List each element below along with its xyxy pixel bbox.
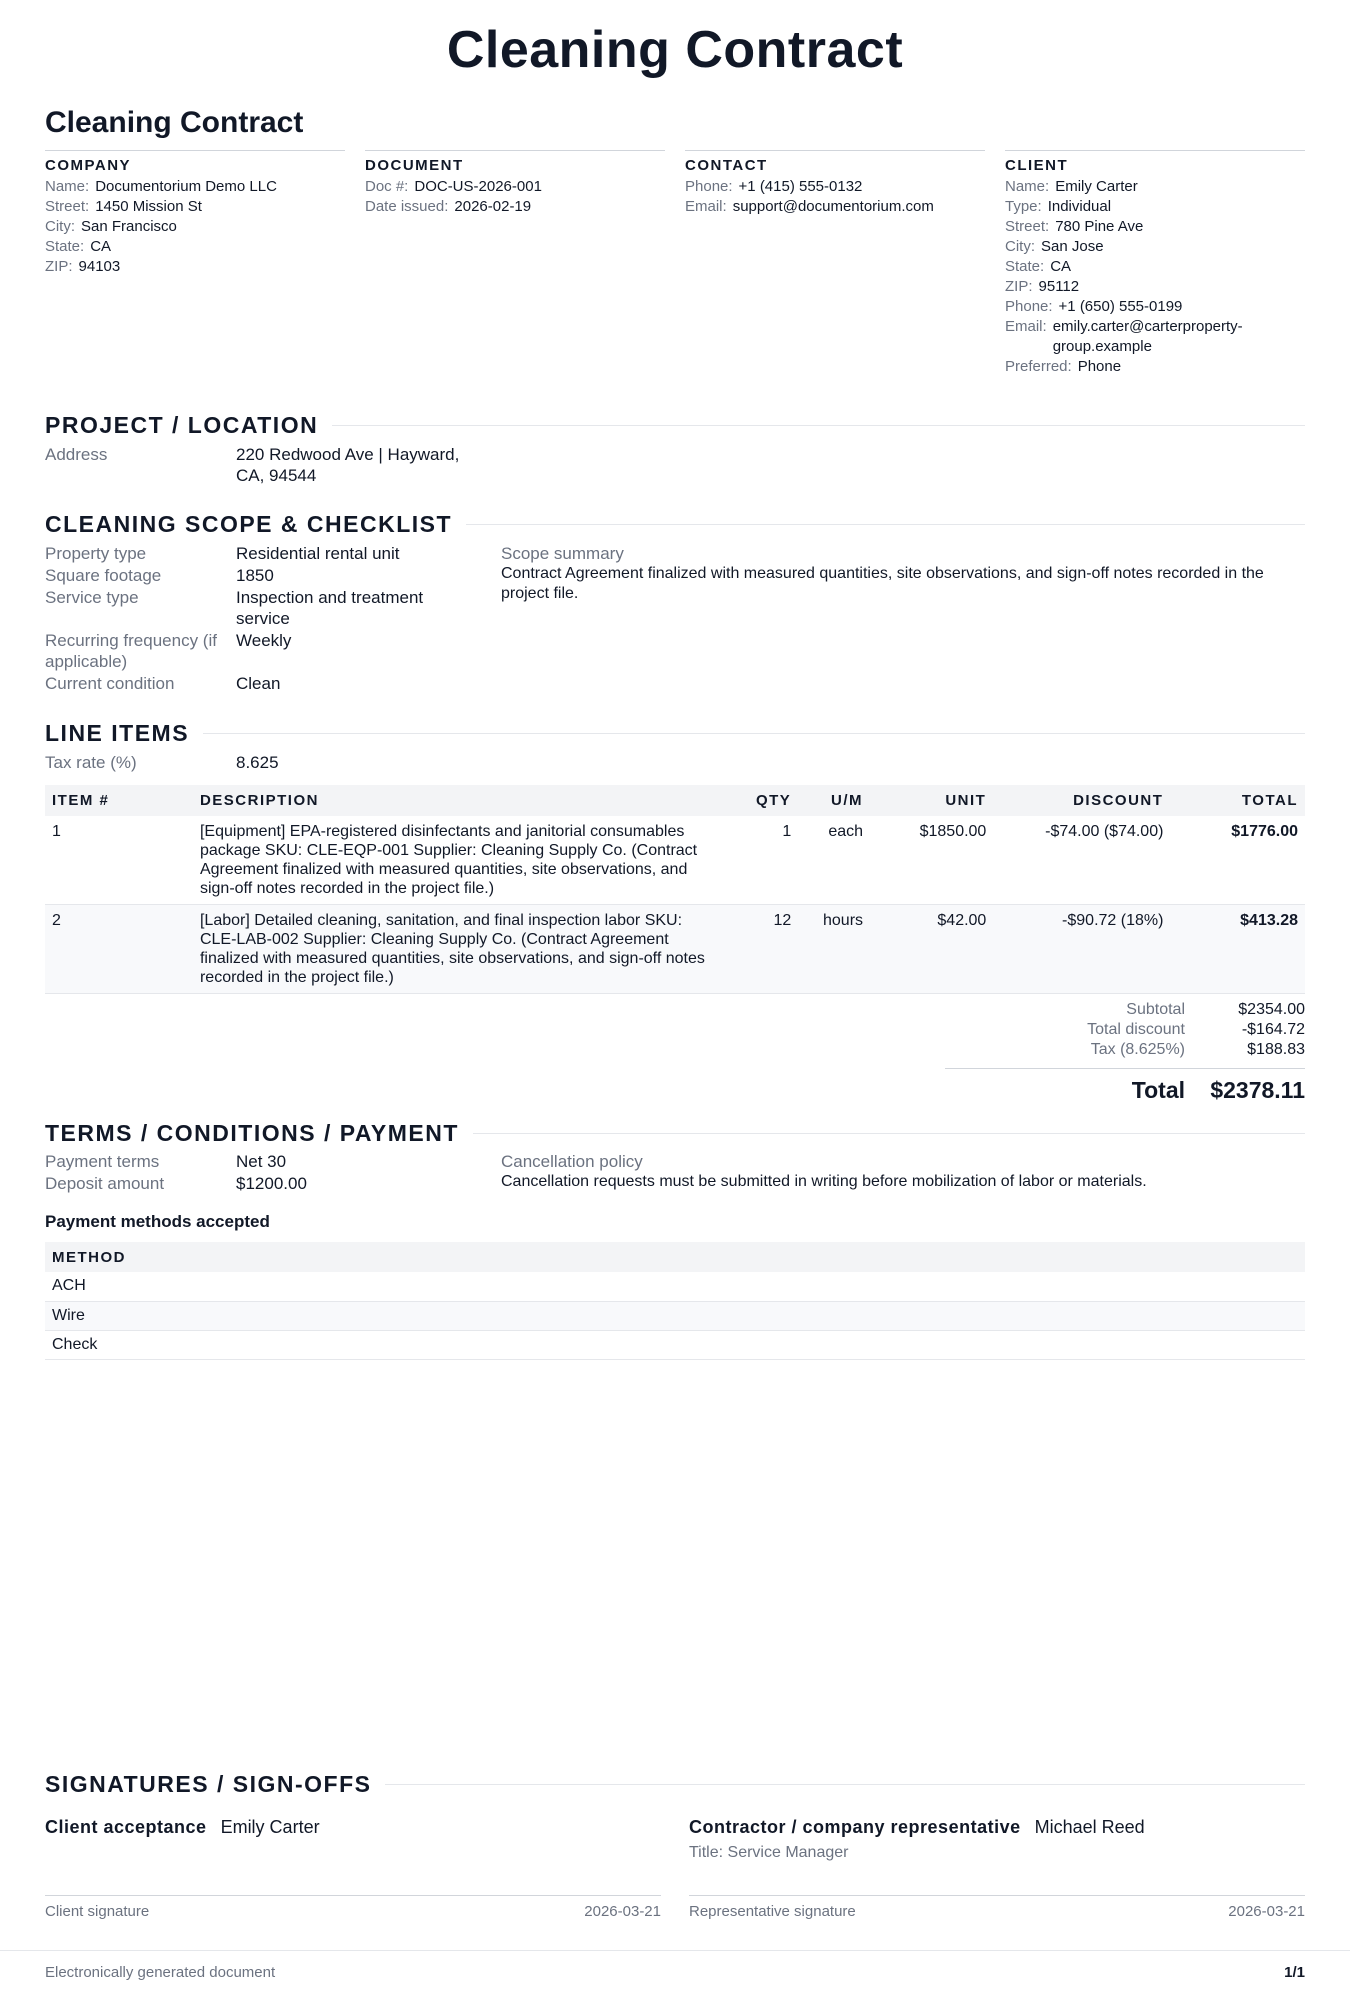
section-divider: [473, 1133, 1305, 1134]
field-value: San Jose: [1041, 238, 1104, 255]
document-title: Cleaning Contract: [45, 106, 304, 139]
client-signature-date: 2026-03-21: [584, 1903, 661, 1920]
cell-description: [Equipment] EPA-registered disinfectants and janitorial consumables package SKU: CLE-EQP-001 Supplier: Cleaning Supply Co. (Contract Agreement finalized with measured quantities, site observations, and sign-off notes recorded in the project file.): [193, 816, 727, 905]
contact-phone-row: [685, 177, 985, 197]
field-label: Property type: [45, 544, 147, 563]
scope-summary: [501, 543, 1305, 604]
project-section-header: [45, 412, 1305, 439]
field-value: Residential rental unit: [236, 544, 400, 563]
contact-block: [685, 150, 985, 377]
field-label: Deposit amount: [45, 1174, 165, 1193]
client-name-row: [1005, 177, 1305, 197]
discount-row: [945, 1020, 1305, 1040]
section-title: SIGNATURES / SIGN-OFFS: [45, 1771, 372, 1797]
company-zip-row: [45, 257, 345, 277]
scope-summary-text: Contract Agreement finalized with measured quantities, site observations, and sign-off notes recorded in the project file.: [501, 565, 1264, 602]
recurring-frequency-row: [45, 630, 291, 672]
page-footer: [45, 1964, 1305, 1981]
field-label: ZIP:: [45, 258, 73, 275]
field-value: Emily Carter: [1055, 178, 1138, 195]
field-value: support@documentorium.com: [732, 198, 934, 215]
document-heading: DOCUMENT: [365, 157, 464, 174]
field-value: emily.carter@carterproperty-group.example: [1052, 318, 1243, 355]
company-block: [45, 150, 345, 377]
field-label: Date issued:: [365, 198, 449, 215]
field-value: 94103: [78, 258, 121, 275]
total-value: $2378.11: [1210, 1077, 1305, 1103]
document-block: [365, 150, 665, 377]
cell-um: each: [798, 816, 870, 905]
field-value: Clean: [236, 674, 281, 693]
scope-section-header: [45, 511, 1305, 538]
total-label: Total: [1131, 1077, 1185, 1103]
field-value: CA: [90, 238, 112, 255]
contact-email-row: [685, 197, 985, 217]
cancellation-policy: [501, 1151, 1305, 1192]
company-heading: COMPANY: [45, 157, 132, 174]
tax-rate-row: [45, 752, 279, 773]
client-signature-label: Client signature: [45, 1903, 150, 1920]
field-label: City:: [1005, 238, 1035, 255]
tax-row: [945, 1040, 1305, 1060]
section-divider: [332, 425, 1305, 426]
table-header-row: [45, 785, 1305, 816]
section-divider: [466, 524, 1305, 525]
footer-divider: [0, 1950, 1350, 1951]
field-value: DOC-US-2026-001: [414, 178, 542, 195]
field-label: Name:: [1005, 178, 1050, 195]
cell-method: Wire: [45, 1301, 1305, 1330]
page-number: 1/1: [1284, 1964, 1305, 1981]
footer-note: Electronically generated document: [45, 1964, 276, 1981]
signatures-section-header: [45, 1771, 1305, 1798]
cell-discount: -$90.72 (18%): [993, 905, 1170, 994]
field-value: CA: [1050, 258, 1072, 275]
discount-value: -$164.72: [1241, 1021, 1305, 1038]
contract-page: [45, 0, 1305, 2000]
client-street-row: [1005, 217, 1305, 237]
table-row: [45, 1301, 1305, 1330]
company-street-row: [45, 197, 345, 217]
client-signature-header: [45, 1817, 661, 1838]
field-value: Weekly: [236, 631, 292, 650]
col-unit: UNIT: [870, 785, 993, 816]
cell-item: 2: [45, 905, 193, 994]
tax-label: Tax (8.625%): [1090, 1041, 1185, 1058]
rep-role: Contractor / company representative: [689, 1817, 1021, 1837]
field-value: $1200.00: [236, 1174, 307, 1193]
cell-item: 1: [45, 816, 193, 905]
rep-signature-date: 2026-03-21: [1228, 1903, 1305, 1920]
rep-name: Michael Reed: [1034, 1817, 1145, 1837]
field-label: Phone:: [685, 178, 733, 195]
field-value: 8.625: [236, 753, 279, 772]
field-value: 2026-02-19: [454, 198, 532, 215]
client-state-row: [1005, 257, 1305, 277]
field-label: Service type: [45, 588, 139, 607]
field-label: Street:: [45, 198, 90, 215]
col-um: U/M: [798, 785, 870, 816]
field-label: Recurring frequency (if applicable): [45, 631, 217, 671]
col-discount: DISCOUNT: [993, 785, 1170, 816]
company-name-row: [45, 177, 345, 197]
client-role: Client acceptance: [45, 1817, 207, 1837]
client-phone-row: [1005, 297, 1305, 317]
table-row: [45, 905, 1305, 994]
terms-section-header: [45, 1120, 1305, 1147]
field-label: State:: [1005, 258, 1045, 275]
field-label: Square footage: [45, 566, 162, 585]
line-items-table: [45, 785, 1305, 994]
cell-method: Check: [45, 1330, 1305, 1359]
field-value: 780 Pine Ave: [1055, 218, 1144, 235]
field-value: Net 30: [236, 1152, 287, 1171]
header-info-columns: [45, 150, 1305, 377]
client-heading: CLIENT: [1005, 157, 1069, 174]
client-city-row: [1005, 237, 1305, 257]
field-label: State:: [45, 238, 85, 255]
client-type-row: [1005, 197, 1305, 217]
payment-terms-row: [45, 1151, 286, 1172]
cell-qty: 12: [727, 905, 799, 994]
field-value: Documentorium Demo LLC: [95, 178, 277, 195]
rep-signature-header: [689, 1817, 1305, 1838]
section-divider: [203, 733, 1305, 734]
cell-unit: $42.00: [870, 905, 993, 994]
field-label: Name:: [45, 178, 90, 195]
field-value: Phone: [1077, 358, 1122, 375]
payment-methods-title: Payment methods accepted: [45, 1212, 270, 1231]
client-signature-block: [45, 1817, 661, 1920]
section-title: TERMS / CONDITIONS / PAYMENT: [45, 1120, 459, 1146]
table-header-row: [45, 1242, 1305, 1272]
main-title: Cleaning Contract: [446, 21, 904, 79]
rep-signature-label: Representative signature: [689, 1903, 856, 1920]
company-state-row: [45, 237, 345, 257]
representative-signature-block: [689, 1817, 1305, 1920]
address-value: 220 Redwood Ave | Hayward, CA, 94544: [236, 445, 460, 485]
line-items-section-header: [45, 720, 1305, 747]
grand-total-row: [945, 1068, 1305, 1104]
field-label: Preferred:: [1005, 358, 1072, 375]
cell-total: $413.28: [1170, 905, 1305, 994]
client-block: [1005, 150, 1305, 377]
field-label: ZIP:: [1005, 278, 1033, 295]
cell-description: [Labor] Detailed cleaning, sanitation, and final inspection labor SKU: CLE-LAB-002 Supplier: Cleaning Supply Co. (Contract Agreement finalized with measured quantities, site observations, and sign-off notes recorded in the project file.): [193, 905, 727, 994]
rep-title: Title: Service Manager: [689, 1844, 849, 1861]
section-title: LINE ITEMS: [45, 720, 190, 746]
doc-number-row: [365, 177, 665, 197]
cell-total: $1776.00: [1170, 816, 1305, 905]
tax-value: $188.83: [1247, 1041, 1305, 1058]
client-signature-line[interactable]: [45, 1895, 661, 1896]
current-condition-row: [45, 673, 280, 694]
field-label: Doc #:: [365, 178, 409, 195]
col-item: ITEM #: [45, 785, 193, 816]
section-title: PROJECT / LOCATION: [45, 412, 319, 438]
cell-unit: $1850.00: [870, 816, 993, 905]
field-label: Type:: [1005, 198, 1042, 215]
scope-summary-label: Scope summary: [501, 544, 624, 563]
client-zip-row: [1005, 277, 1305, 297]
service-type-row: [45, 587, 481, 629]
field-label: Payment terms: [45, 1152, 160, 1171]
client-preferred-row: [1005, 357, 1305, 377]
section-divider: [385, 1784, 1305, 1785]
address-row: [45, 444, 486, 486]
field-label: City:: [45, 218, 75, 235]
square-footage-row: [45, 565, 486, 586]
field-value: San Francisco: [81, 218, 177, 235]
cell-um: hours: [798, 905, 870, 994]
client-email-row: [1005, 317, 1305, 357]
payment-methods-table: [45, 1242, 1305, 1360]
cancellation-label: Cancellation policy: [501, 1152, 643, 1171]
discount-label: Total discount: [1087, 1021, 1185, 1038]
cell-method: ACH: [45, 1272, 1305, 1301]
rep-signature-footer: [689, 1903, 1305, 1920]
field-label: Address: [45, 445, 108, 464]
col-description: DESCRIPTION: [193, 785, 727, 816]
field-label: Email:: [685, 198, 727, 215]
cancellation-text: Cancellation requests must be submitted in writing before mobilization of labor or materials.: [501, 1173, 1147, 1190]
subtotal-value: $2354.00: [1238, 1001, 1305, 1018]
rep-signature-line[interactable]: [689, 1895, 1305, 1896]
col-qty: QTY: [727, 785, 799, 816]
client-name: Emily Carter: [220, 1817, 320, 1837]
table-row: [45, 1330, 1305, 1359]
subtotal-label: Subtotal: [1126, 1001, 1185, 1018]
field-value: Inspection and treatment service: [236, 588, 424, 628]
totals-block: [945, 1000, 1305, 1104]
field-label: Current condition: [45, 674, 175, 693]
cell-qty: 1: [727, 816, 799, 905]
col-method: METHOD: [45, 1242, 1305, 1272]
field-value: 1450 Mission St: [95, 198, 202, 215]
table-row: [45, 816, 1305, 905]
field-value: +1 (650) 555-0199: [1058, 298, 1183, 315]
field-value: 1850: [236, 566, 274, 585]
field-label: Tax rate (%): [45, 753, 137, 772]
section-title: CLEANING SCOPE & CHECKLIST: [45, 511, 453, 537]
field-label: Street:: [1005, 218, 1050, 235]
subtotal-row: [945, 1000, 1305, 1020]
col-total: TOTAL: [1170, 785, 1305, 816]
deposit-row: [45, 1173, 307, 1194]
table-row: [45, 1272, 1305, 1301]
field-value: Individual: [1047, 198, 1112, 215]
client-signature-footer: [45, 1903, 661, 1920]
contact-heading: CONTACT: [685, 157, 768, 174]
field-value: 95112: [1038, 278, 1080, 295]
field-label: Phone:: [1005, 298, 1053, 315]
company-city-row: [45, 217, 345, 237]
field-value: +1 (415) 555-0132: [738, 178, 863, 195]
field-label: Email:: [1005, 318, 1047, 335]
date-issued-row: [365, 197, 665, 217]
cell-discount: -$74.00 ($74.00): [993, 816, 1170, 905]
property-type-row: [45, 543, 486, 564]
